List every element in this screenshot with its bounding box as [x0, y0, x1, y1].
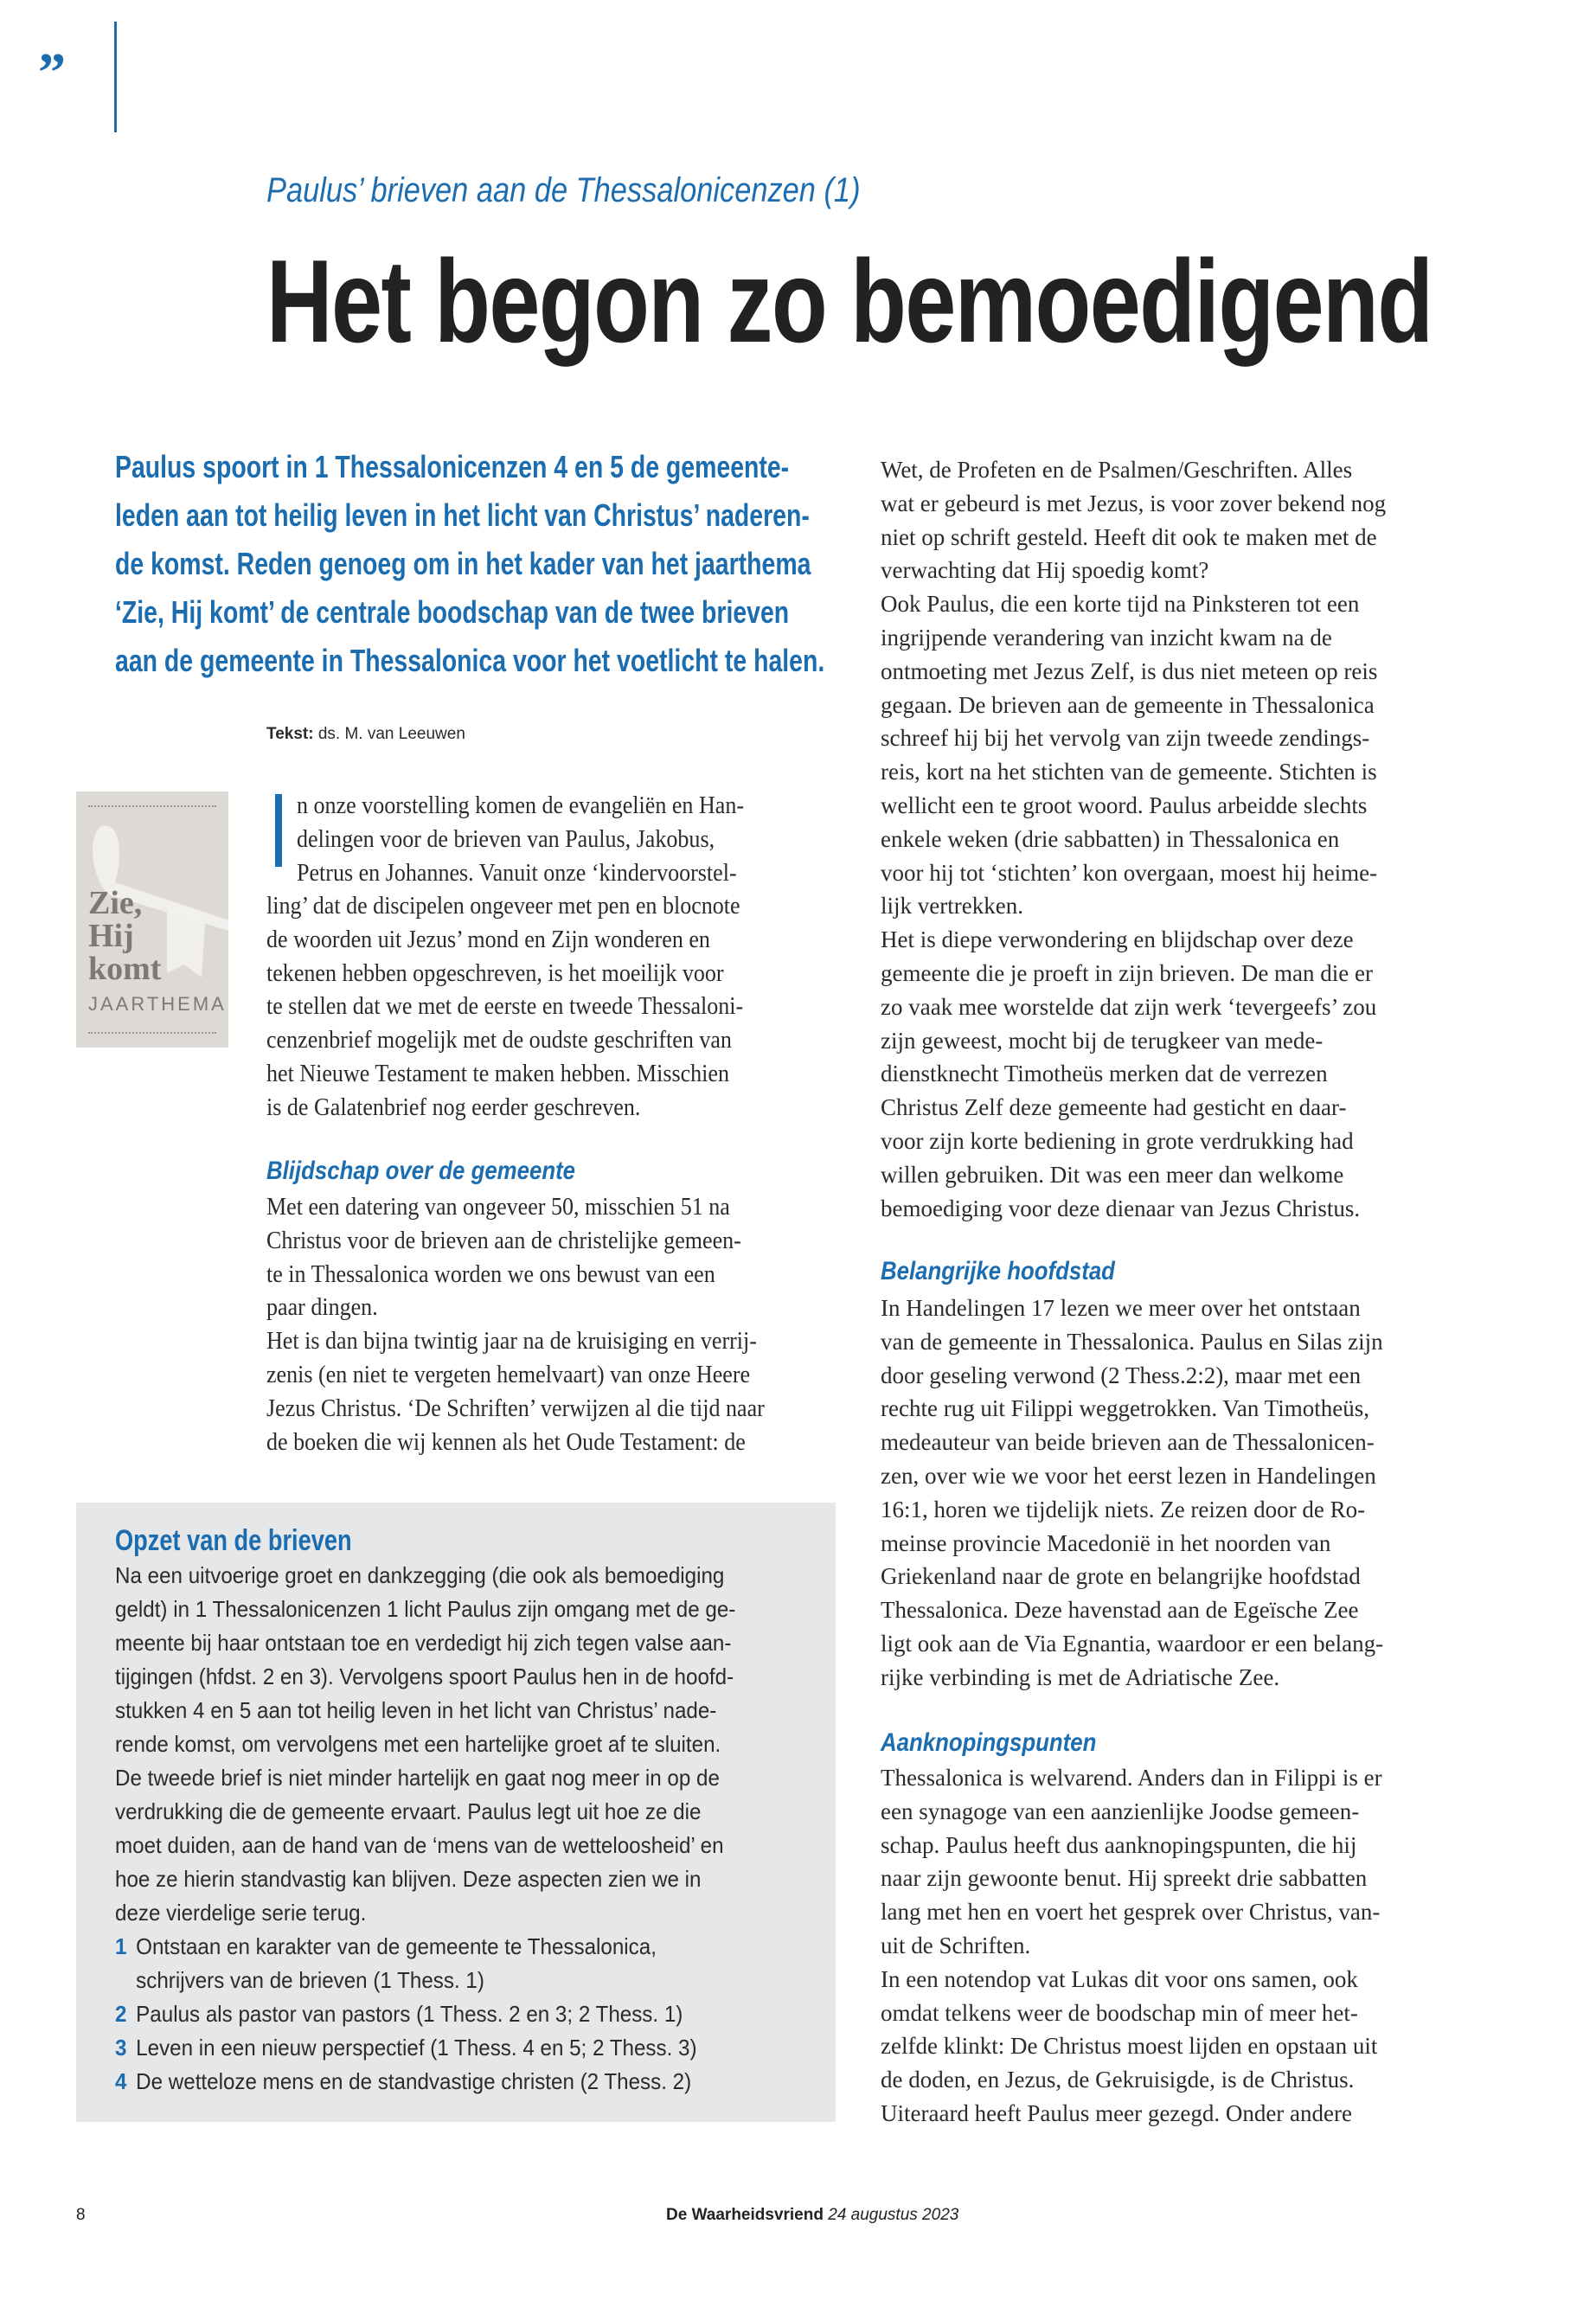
list-number: 4 [115, 2068, 127, 2094]
text-line: schreef hij bij het vervolg van zijn tweede zendings- [881, 725, 1370, 752]
section-heading: Belangrijke hoofdstad [881, 1257, 1115, 1285]
list-text: Leven in een nieuw perspectief (1 Thess. 4 en 5; 2 Thess. 3) [136, 2035, 697, 2061]
theme-line: Zie, [88, 885, 143, 921]
theme-line: Hij [88, 918, 134, 954]
section-body [266, 1191, 765, 1459]
text-line: deze vierdelige serie terug. [115, 1900, 367, 1926]
intro-paragraph [266, 890, 743, 1125]
text-line: aan de gemeente in Thessalonica voor het voetlicht te halen. [115, 643, 825, 678]
text-line: gemeente die je proeft in zijn brieven. De man die er [881, 959, 1374, 986]
footer-publication [666, 2206, 958, 2225]
text-line: lang met hen en voert het gesprek over Christus, van- [881, 1899, 1381, 1926]
text-line: een synagoge van een aanzienlijke Joodse gemeen- [881, 1798, 1360, 1824]
text-line: In een notendop vat Lukas dit voor ons samen, ook [881, 1965, 1358, 1992]
text-line: te in Thessalonica worden we ons bewust van een [266, 1260, 715, 1288]
text-line: omdat telkens weer de boodschap min of meer het- [881, 1999, 1358, 2026]
outline-list-item-continued [115, 1964, 697, 1997]
dotted-divider [88, 1032, 216, 1034]
text-line: zijn geweest, mocht bij de terugkeer van mede- [881, 1027, 1324, 1054]
text-line: ingrijpende verandering van inzicht kwam na de [881, 624, 1332, 651]
year-theme-badge [76, 792, 228, 1048]
text-line: door geseling verwond (2 Thess.2:2), maar met een [881, 1362, 1362, 1388]
text-line: n onze voorstelling komen de evangeliën en Han- [297, 792, 745, 819]
text-line: 16:1, horen we tijdelijk niets. Ze reizen door de Ro- [881, 1496, 1366, 1522]
text-line: Thessalonica is welvarend. Anders dan in Filippi is er [881, 1765, 1382, 1791]
text-line: meinse provincie Macedonië in het noorden van [881, 1529, 1331, 1556]
text-line: niet op schrift gesteld. Heeft dit ook te maken met de [881, 523, 1377, 550]
theme-label: JAARTHEMA [88, 993, 227, 1015]
text-line: Jezus Christus. ‘De Schriften’ verwijzen al die tijd naar [266, 1394, 765, 1422]
text-line: gegaan. De brieven aan de gemeente in Thessalonica [881, 691, 1375, 718]
text-line: rende komst, om vervolgens met een hartelijke groet af te sluiten. [115, 1731, 721, 1757]
list-text: schrijvers van de brieven (1 Thess. 1) [136, 1967, 484, 1993]
dotted-divider [88, 805, 216, 807]
text-line: ‘Zie, Hij komt’ de centrale boodschap van de twee brieven [115, 594, 790, 630]
text-line: naar zijn gewoonte benut. Hij spreekt drie sabbatten [881, 1865, 1368, 1892]
list-number: 3 [115, 2035, 127, 2061]
text-line: de komst. Reden genoeg om in het kader van het jaarthema [115, 546, 811, 581]
text-line: verwachting dat Hij spoedig komt? [881, 557, 1209, 584]
text-line: Uiteraard heeft Paulus meer gezegd. Onder andere [881, 2099, 1352, 2126]
text-line: dienstknecht Timotheüs merken dat de verrezen [881, 1061, 1328, 1087]
text-line: lijk vertrekken. [881, 893, 1023, 920]
quote-mark-logo: ” [38, 42, 66, 103]
text-line: Na een uitvoerige groet en dankzegging (die ook als bemoediging [115, 1562, 725, 1588]
publication-date: 24 augustus 2023 [828, 2206, 959, 2224]
text-line: reis, kort na het stichten van de gemeente. Stichten is [881, 759, 1377, 785]
theme-line: komt [88, 951, 162, 987]
text-line: paar dingen. [266, 1294, 378, 1322]
text-line: Griekenland naar de grote en belangrijke hoofdstad [881, 1563, 1361, 1590]
byline-label: Tekst: [266, 725, 314, 743]
list-number: 2 [115, 2001, 127, 2027]
theme-title [88, 887, 161, 985]
byline [266, 725, 465, 744]
text-line: De tweede brief is niet minder hartelijk en gaat nog meer in op de [115, 1765, 720, 1791]
outline-list-item [115, 1997, 697, 2031]
outline-list [115, 1930, 697, 2099]
text-line: willen gebruiken. Dit was een meer dan welkome [881, 1161, 1344, 1188]
text-line: voor zijn korte bediening in grote verdrukking had [881, 1127, 1354, 1154]
text-line: ontmoeting met Jezus Zelf, is dus niet meteen op reis [881, 657, 1378, 684]
lead-paragraph [115, 443, 824, 685]
outline-list-item [115, 2065, 697, 2099]
text-line: ling’ dat de discipelen ongeveer met pen en blocnote [266, 893, 740, 920]
text-line: bemoediging voor deze dienaar van Jezus Christus. [881, 1195, 1361, 1221]
page-number: 8 [76, 2206, 86, 2224]
section-heading: Aanknopingspunten [881, 1728, 1097, 1757]
text-line: tekenen hebben opgeschreven, is het moeilijk voor [266, 959, 724, 987]
text-line: Het is diepe verwondering en blijdschap over deze [881, 926, 1354, 953]
list-text: De wetteloze mens en de standvastige christen (2 Thess. 2) [136, 2068, 692, 2094]
text-line: Paulus spoort in 1 Thessalonicenzen 4 en 5 de gemeente- [115, 449, 790, 484]
text-line: delingen voor de brieven van Paulus, Jakobus, [297, 825, 715, 853]
text-line: meente bij haar ontstaan toe en verdedigt hij zich tegen valse aan- [115, 1630, 732, 1656]
series-kicker: Paulus’ brieven aan de Thessalonicenzen (1) [266, 171, 861, 209]
text-line: te stellen dat we met de eerste en tweede Thessaloni- [266, 993, 744, 1021]
publication-name: De Waarheidsvriend [666, 2206, 824, 2224]
text-line: ligt ook aan de Via Egnantia, waardoor er een belang- [881, 1630, 1384, 1657]
text-line: enkele weken (drie sabbatten) in Thessalonica en [881, 825, 1340, 852]
text-line: moet duiden, aan de hand van de ‘mens van de wetteloosheid’ en [115, 1832, 724, 1858]
text-line: uit de Schriften. [881, 1932, 1031, 1958]
text-line: medeauteur van beide brieven aan de Thessalonicen- [881, 1429, 1375, 1456]
text-line: Petrus en Johannes. Vanuit onze ‘kindervoorstel- [297, 859, 737, 887]
text-line: voor hij tot ‘stichten’ kon overgaan, moest hij heime- [881, 859, 1378, 886]
text-line: rijke verbinding is met de Adriatische Zee. [881, 1663, 1280, 1690]
text-line: Wet, de Profeten en de Psalmen/Geschriften. Alles [881, 457, 1353, 483]
text-line: zenis (en niet te vergeten hemelvaart) van onze Heere [266, 1361, 751, 1388]
outline-box-heading: Opzet van de brieven [115, 1524, 352, 1557]
outline-box-text [115, 1559, 735, 1930]
text-line: zelfde klinkt: De Christus moest lijden en opstaan uit [881, 2033, 1378, 2060]
list-text: Ontstaan en karakter van de gemeente te Thessalonica, [136, 1933, 657, 1959]
text-line: de doden, en Jezus, de Gekruisigde, is de Christus. [881, 2067, 1355, 2093]
text-line: In Handelingen 17 lezen we meer over het ontstaan [881, 1295, 1361, 1321]
text-line: wat er gebeurd is met Jezus, is voor zover bekend nog [881, 490, 1387, 516]
text-line: tijgingen (hfdst. 2 en 3). Vervolgens spoort Paulus hen in de hoofd- [115, 1663, 734, 1689]
section-body [881, 1292, 1383, 1695]
byline-author: ds. M. van Leeuwen [317, 725, 465, 743]
outline-list-item [115, 2031, 697, 2065]
right-column-body [881, 453, 1386, 1225]
text-line: rechte rug uit Filippi weggetrokken. Van Timotheüs, [881, 1395, 1369, 1422]
list-number: 1 [115, 1933, 127, 1959]
section-heading: Blijdschap over de gemeente [266, 1157, 576, 1185]
text-line: de woorden uit Jezus’ mond en Zijn wonderen en [266, 926, 710, 953]
outline-list-item [115, 1930, 697, 1964]
text-line: Het is dan bijna twintig jaar na de kruisiging en verrij- [266, 1328, 757, 1356]
text-line: stukken 4 en 5 aan tot heilig leven in het licht van Christus’ nade- [115, 1697, 717, 1723]
text-line: Christus Zelf deze gemeente had gesticht en daar- [881, 1094, 1347, 1121]
text-line: Ook Paulus, die een korte tijd na Pinksteren tot een [881, 591, 1360, 618]
text-line: Met een datering van ongeveer 50, misschien 51 na [266, 1194, 730, 1221]
text-line: de boeken die wij kennen als het Oude Testament: de [266, 1428, 746, 1456]
text-line: schap. Paulus heeft dus aanknopingspunten, die hij [881, 1831, 1357, 1858]
text-line: leden aan tot heilig leven in het licht van Christus’ naderen- [115, 497, 810, 533]
text-line: cenzenbrief mogelijk met de oudste geschriften van [266, 1027, 732, 1054]
intro-paragraph-indented [297, 790, 744, 890]
section-body [881, 1761, 1382, 2131]
text-line: wellicht een te groot woord. Paulus arbeidde slechts [881, 792, 1368, 818]
text-line: Christus voor de brieven aan de christelijke gemeen- [266, 1227, 741, 1254]
text-line: is de Galatenbrief nog eerder geschreven. [266, 1093, 641, 1121]
text-line: het Nieuwe Testament te maken hebben. Misschien [266, 1060, 729, 1087]
text-line: Thessalonica. Deze havenstad aan de Egeïsche Zee [881, 1597, 1359, 1624]
text-line: zo vaak mee worstelde dat zijn werk ‘tevergeefs’ zou [881, 993, 1377, 1020]
text-line: zen, over wie we voor het eerst lezen in Handelingen [881, 1462, 1376, 1489]
text-line: geldt) in 1 Thessalonicenzen 1 licht Paulus zijn omgang met de ge- [115, 1596, 736, 1622]
header-divider [114, 22, 117, 132]
list-text: Paulus als pastor van pastors (1 Thess. 2 en 3; 2 Thess. 1) [136, 2001, 683, 2027]
text-line: van de gemeente in Thessalonica. Paulus en Silas zijn [881, 1328, 1383, 1355]
drop-cap [275, 794, 282, 867]
article-title: Het begon zo bemoedigend [266, 235, 1433, 367]
text-line: verdrukking die de gemeente ervaart. Paulus legt uit hoe ze die [115, 1798, 702, 1824]
text-line: hoe ze hierin standvastig kan blijven. Deze aspecten zien we in [115, 1866, 702, 1892]
